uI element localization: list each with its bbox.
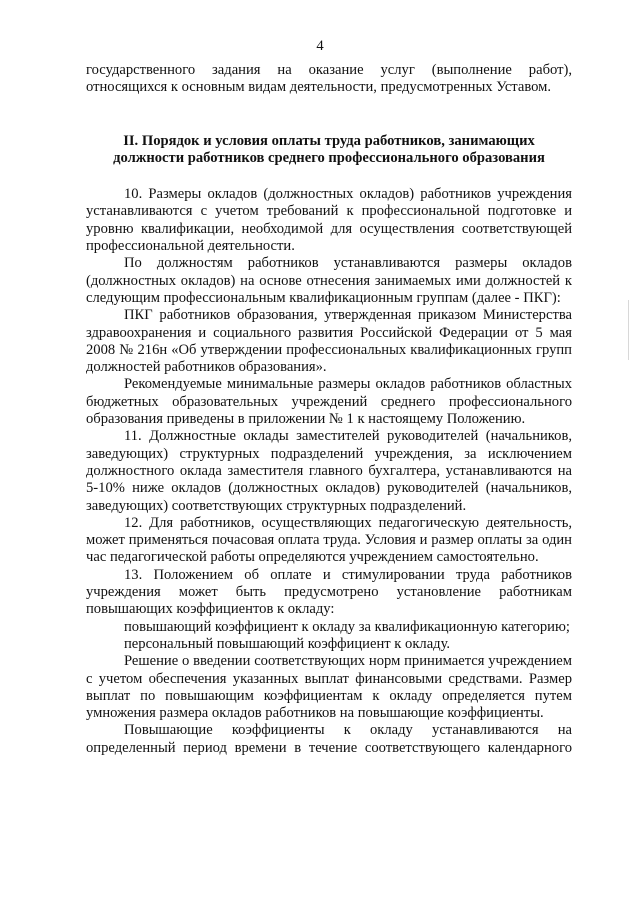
document-body	[86, 62, 572, 757]
list-item-qualification-coefficient: повышающий коэффициент к окладу за квалификационную категорию;	[124, 618, 570, 635]
paragraph-10: 10. Размеры окладов (должностных окладов) работников учреждения устанавливаются с учетом требований к профессиональной подготовке и уровню квалификации, необходимой для осуществления соответствующей профессиональной деятельности.	[86, 186, 572, 255]
section-heading-line2: должности работников среднего профессионального образования	[113, 149, 545, 166]
section-heading	[86, 133, 572, 168]
scan-artifact-line	[628, 300, 629, 360]
paragraph-pkg-order: ПКГ работников образования, утвержденная приказом Министерства здравоохранения и социального развития Российской Федерации от 5 мая 2008 № 216н «Об утверждении профессиональных квалификационных групп должностей работников образования».	[86, 307, 572, 376]
list-item-personal-coefficient: персональный повышающий коэффициент к окладу.	[124, 635, 451, 652]
paragraph-11: 11. Должностные оклады заместителей руководителей (начальников, заведующих) структурных подразделений учреждения, за исключением должностного оклада заместителя главного бухгалтера, устанавливаются на 5-10% ниже окладов (должностных окладов) руководителей (начальников, заведующих) соответствующих структурных подразделений.	[86, 428, 572, 514]
paragraph-coefficients-period: Повышающие коэффициенты к окладу устанавливаются на определенный период времени в течение соответствующего календарного	[86, 722, 572, 756]
paragraph-decision: Решение о введении соответствующих норм принимается учреждением с учетом обеспечения указанных выплат финансовыми средствами. Размер выплат по повышающим коэффициентам к окладу определяется путем умножения размера окладов работников на повышающие коэффициенты.	[86, 653, 572, 722]
paragraph-12: 12. Для работников, осуществляющих педагогическую деятельность, может применяться почасовая оплата труда. Условия и размер оплаты за один час педагогической работы определяются учреждением самостоятельно.	[86, 514, 572, 566]
intro-paragraph: государственного задания на оказание услуг (выполнение работ), относящихся к основным видам деятельности, предусмотренных Уставом.	[86, 62, 572, 96]
paragraph-13: 13. Положением об оплате и стимулировании труда работников учреждения может быть предусмотрено установление работникам повышающих коэффициентов к окладу:	[86, 566, 572, 618]
section-heading-line1: II. Порядок и условия оплаты труда работников, занимающих	[123, 132, 535, 149]
page-number: 4	[316, 38, 324, 54]
paragraph-pkg-intro: По должностям работников устанавливаются размеры окладов (должностных окладов) на основе отнесения занимаемых ими должностей к следующим профессиональным квалификационным группам (далее - ПКГ):	[86, 255, 572, 306]
paragraph-recommended-salaries: Рекомендуемые минимальные размеры окладов работников областных бюджетных образовательных учреждений среднего профессионального образования приведены в приложении № 1 к настоящему Положению.	[86, 376, 572, 428]
